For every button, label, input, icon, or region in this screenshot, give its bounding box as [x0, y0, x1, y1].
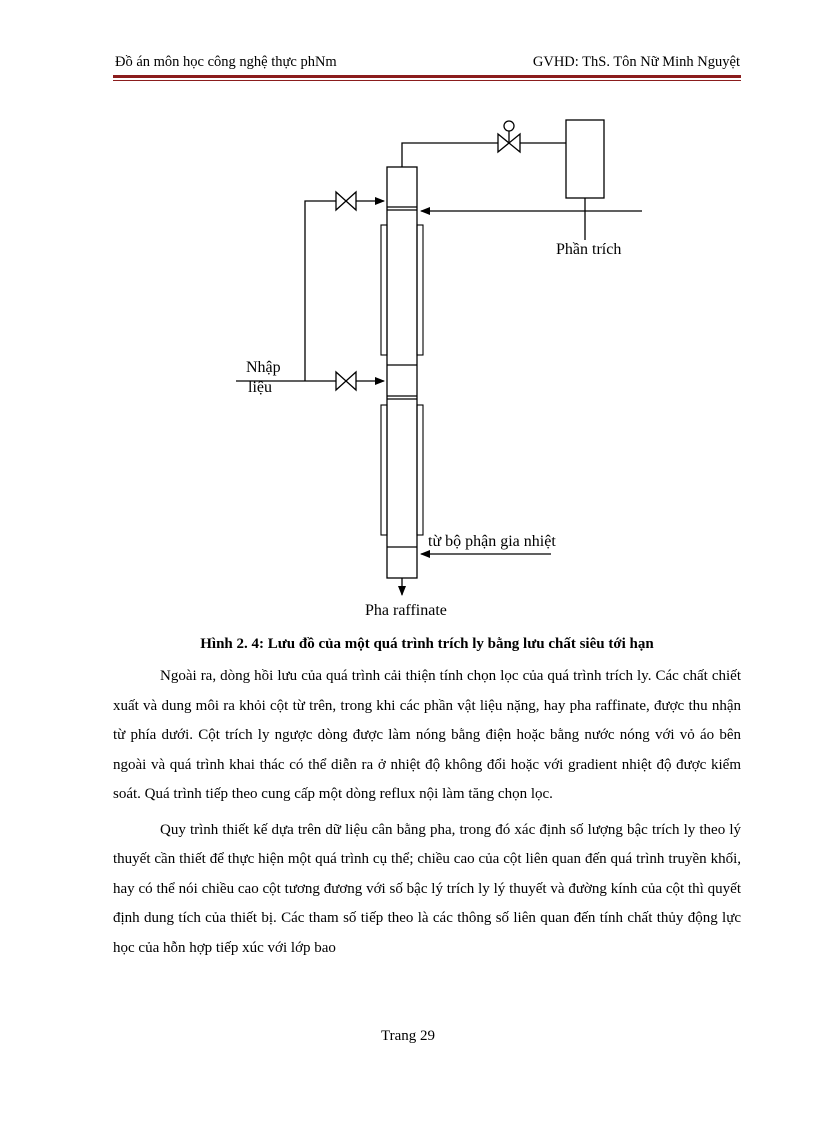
recycle-line: [421, 198, 642, 240]
header-supervisor: GVHD: ThS. Tôn Nữ Minh Nguyệt: [532, 54, 740, 70]
label-heater-source: từ bộ phận gia nhiệt: [428, 533, 556, 550]
figure-caption: Hình 2. 4: Lưu đồ của một quá trình trích ly bằng lưu chất siêu tới hạn: [200, 636, 654, 652]
label-feed-line2: liệu: [248, 379, 272, 396]
feed-line: [236, 201, 384, 381]
outlet-control-valve-icon: [498, 121, 520, 152]
separator-vessel: [566, 120, 604, 198]
body-text: [113, 662, 741, 963]
paragraph: Quy trình thiết kế dựa trên dữ liệu cân bằng pha, trong đó xác định số lượng bậc trích ly theo lý thuyết cần thiết để thực hiện một quá trình cụ thể; chiều cao của cột liên quan đến quá trình truyền khối, hay có thể nói chiều cao cột tương đương với số bậc lý trích ly lý thuyết và đường kính của cột thì quyết định dung tích của thiết bị. Các tham số tiếp theo là các thông số liên quan đến tính chất thủy động lực học của hỗn hợp tiếp xúc với lớp bao: [113, 821, 741, 956]
top-outlet-line: [402, 143, 566, 167]
paragraph: Ngoài ra, dòng hồi lưu của quá trình cải thiện tính chọn lọc của quá trình trích ly. Các chất chiết xuất và dung môi ra khỏi cột từ trên, trong khi các phần vật liệu nặng, hay pha raffinate, được thu nhận từ phía dưới. Cột trích ly ngược dòng được làm nóng bằng điện hoặc bằng nước nóng với vỏ áo bên ngoài và quá trình khai thác có thể diễn ra ở nhiệt độ không đổi hoặc với gradient nhiệt độ được kiểm soát. Quá trình tiếp theo cung cấp một dòng reflux nội làm tăng chọn lọc.: [113, 668, 741, 802]
feed-valve-upper-icon: [336, 192, 356, 210]
feed-valve-lower-icon: [336, 372, 356, 390]
extraction-column: [387, 167, 417, 578]
page-number: Trang 29: [380, 1028, 436, 1044]
label-extract: Phần trích: [556, 241, 622, 258]
header-course-title: Đồ án môn học công nghệ thực phNm: [115, 54, 337, 70]
label-feed-line1: Nhập: [246, 359, 281, 376]
label-raffinate: Pha raffinate: [365, 602, 447, 619]
